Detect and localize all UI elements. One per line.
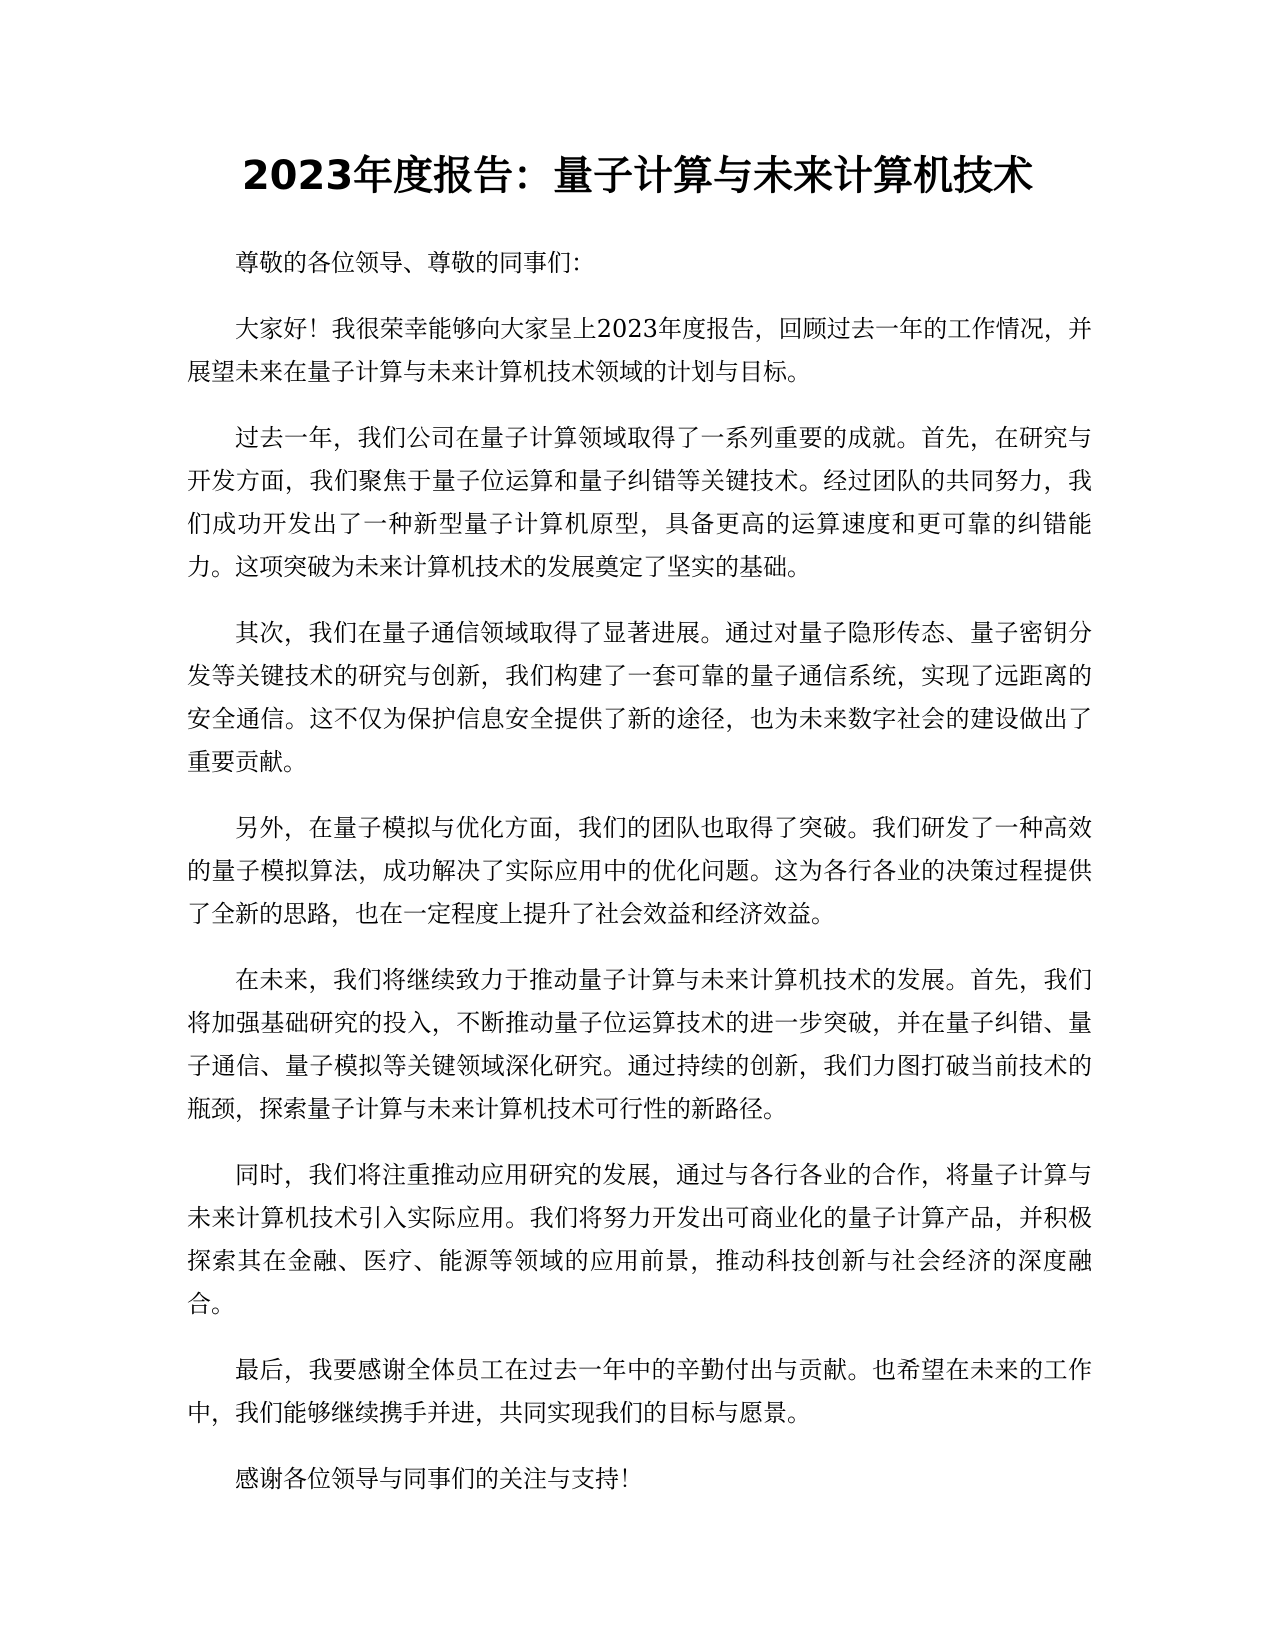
paragraph-thanks-staff: 最后，我要感谢全体员工在过去一年中的辛勤付出与贡献。也希望在未来的工作中，我们能够继续携手并进，共同实现我们的目标与愿景。 xyxy=(187,1356,1092,1427)
paragraph-closing: 感谢各位领导与同事们的关注与支持！ xyxy=(235,1465,643,1493)
paragraph-computing-achievements: 过去一年，我们公司在量子计算领域取得了一系列重要的成就。首先，在研究与开发方面，我们聚焦于量子位运算和量子纠错等关键技术。经过团队的共同努力，我们成功开发出了一种新型量子计算机原型，具备更高的运算速度和更可靠的纠错能力。这项突破为未来计算机技术的发展奠定了坚实的基础。 xyxy=(187,424,1092,581)
paragraph-application-research: 同时，我们将注重推动应用研究的发展，通过与各行各业的合作，将量子计算与未来计算机技术引入实际应用。我们将努力开发出可商业化的量子计算产品，并积极探索其在金融、医疗、能源等领域的应用前景，推动科技创新与社会经济的深度融合。 xyxy=(187,1161,1092,1318)
document-body xyxy=(187,242,1092,1524)
paragraph-greeting: 大家好！我很荣幸能够向大家呈上2023年度报告，回顾过去一年的工作情况，并展望未来在量子计算与未来计算机技术领域的计划与目标。 xyxy=(187,315,1092,386)
paragraph-salutation: 尊敬的各位领导、尊敬的同事们： xyxy=(235,249,595,277)
paragraph-simulation-breakthrough: 另外，在量子模拟与优化方面，我们的团队也取得了突破。我们研发了一种高效的量子模拟算法，成功解决了实际应用中的优化问题。这为各行各业的决策过程提供了全新的思路，也在一定程度上提升了社会效益和经济效益。 xyxy=(187,814,1092,928)
paragraph-future-research: 在未来，我们将继续致力于推动量子计算与未来计算机技术的发展。首先，我们将加强基础研究的投入，不断推动量子位运算技术的进一步突破，并在量子纠错、量子通信、量子模拟等关键领域深化研究。通过持续的创新，我们力图打破当前技术的瓶颈，探索量子计算与未来计算机技术可行性的新路径。 xyxy=(187,966,1092,1123)
paragraph-communication-progress: 其次，我们在量子通信领域取得了显著进展。通过对量子隐形传态、量子密钥分发等关键技术的研究与创新，我们构建了一套可靠的量子通信系统，实现了远距离的安全通信。这不仅为保护信息安全提供了新的途径，也为未来数字社会的建设做出了重要贡献。 xyxy=(187,619,1092,776)
document-title: 2023年度报告：量子计算与未来计算机技术 xyxy=(241,153,1034,199)
